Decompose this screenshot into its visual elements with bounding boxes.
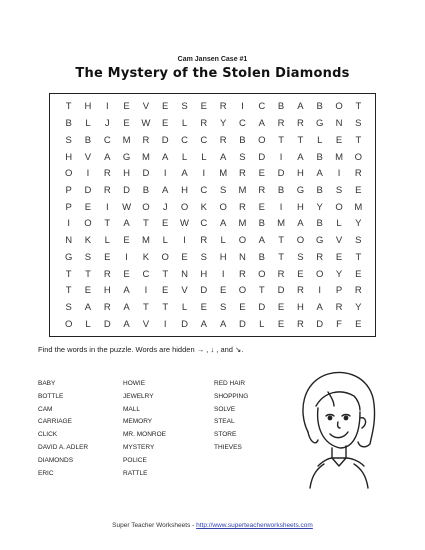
grid-letter: A xyxy=(297,101,304,113)
letter-grid xyxy=(50,94,375,336)
word-item: CLICK xyxy=(38,431,58,439)
grid-letter: L xyxy=(85,318,91,330)
grid-letter: E xyxy=(277,301,285,313)
grid-letter: F xyxy=(336,318,342,330)
grid-letter: D xyxy=(277,168,285,180)
grid-letter: H xyxy=(65,151,73,163)
grid-letter: N xyxy=(181,268,188,280)
footer-separator: - xyxy=(192,522,195,529)
grid-letter: A xyxy=(316,168,323,180)
grid-letter: C xyxy=(200,218,208,230)
grid-letter: N xyxy=(335,118,343,130)
word-search-grid xyxy=(49,93,376,337)
grid-letter: H xyxy=(123,168,131,180)
grid-letter: E xyxy=(258,201,265,213)
grid-letter: I xyxy=(241,101,244,113)
grid-letter: Y xyxy=(335,268,343,280)
grid-letter: R xyxy=(296,285,304,297)
grid-letter: E xyxy=(84,201,92,213)
word-item: BOTTLE xyxy=(38,392,64,400)
grid-letter: I xyxy=(337,168,341,180)
word-item: CARRIAGE xyxy=(38,418,72,426)
grid-letter: R xyxy=(354,168,362,180)
grid-letter: O xyxy=(161,251,169,263)
instructions-text: Find the words in the puzzle. Words are hidden → , ↓ , and ↘. xyxy=(38,345,244,354)
grid-letter: S xyxy=(355,118,362,130)
grid-letter: E xyxy=(181,251,188,263)
grid-letter: A xyxy=(123,301,130,313)
grid-letter: L xyxy=(220,235,226,247)
case-subtitle: Cam Jansen Case #1 xyxy=(177,56,248,63)
word-item: STORE xyxy=(214,431,237,439)
grid-letter: D xyxy=(239,318,246,330)
grid-letter: E xyxy=(123,101,130,113)
word-item: JEWELRY xyxy=(123,392,154,400)
grid-letter: R xyxy=(258,184,266,196)
grid-letter: O xyxy=(238,285,247,297)
grid-letter: R xyxy=(219,101,227,113)
grid-letter: R xyxy=(200,118,208,130)
grid-letter: G xyxy=(122,151,131,163)
grid-letter: A xyxy=(316,301,323,313)
grid-letter: S xyxy=(239,151,246,163)
nose xyxy=(338,422,340,428)
grid-letter: M xyxy=(238,184,247,196)
grid-letter: A xyxy=(258,235,265,247)
grid-letter: T xyxy=(278,134,284,146)
collar xyxy=(318,458,364,466)
word-item: RATTLE xyxy=(123,469,148,477)
grid-letter: O xyxy=(64,318,73,330)
grid-letter: M xyxy=(219,168,228,180)
grid-letter: E xyxy=(84,285,92,297)
grid-letter: H xyxy=(181,184,188,196)
grid-letter: C xyxy=(200,134,208,146)
grid-letter: T xyxy=(355,134,362,146)
grid-letter: V xyxy=(335,235,343,247)
grid-letter: C xyxy=(181,134,188,146)
grid-letter: M xyxy=(354,201,363,213)
grid-letter: S xyxy=(335,184,343,196)
grid-letter: G xyxy=(316,235,324,247)
grid-letter: D xyxy=(84,184,92,196)
grid-letter: L xyxy=(181,301,188,313)
footer xyxy=(0,522,425,529)
grid-letter: Y xyxy=(355,218,362,230)
grid-letter: E xyxy=(335,251,343,263)
grid-letter: R xyxy=(335,301,343,313)
grid-letter: A xyxy=(162,184,169,196)
grid-letter: H xyxy=(296,201,304,213)
grid-letter: E xyxy=(355,184,362,196)
grid-letter: A xyxy=(219,218,227,230)
grid-letter: S xyxy=(65,134,72,146)
word-item: DIAMONDS xyxy=(38,456,74,464)
grid-letter: R xyxy=(239,168,246,180)
grid-letter: I xyxy=(86,168,90,180)
grid-letter: M xyxy=(141,151,150,163)
grid-letter: R xyxy=(142,134,150,146)
grid-letter: E xyxy=(162,101,169,113)
grid-letter: S xyxy=(84,251,92,263)
grid-letter: O xyxy=(238,235,247,247)
grid-letter: L xyxy=(85,118,91,130)
grid-letter: D xyxy=(277,285,285,297)
grid-letter: H xyxy=(296,168,304,180)
grid-letter: L xyxy=(259,318,265,330)
grid-letter: I xyxy=(125,251,128,263)
grid-letter: P xyxy=(65,184,72,196)
grid-letter: W xyxy=(180,218,190,230)
grid-letter: O xyxy=(335,101,343,113)
grid-letter: K xyxy=(142,251,150,263)
grid-letter: T xyxy=(65,285,72,297)
word-item: SOLVE xyxy=(214,405,236,413)
grid-letter: O xyxy=(258,268,266,280)
grid-letter: A xyxy=(200,318,208,330)
grid-letter: G xyxy=(64,251,73,263)
grid-letter: C xyxy=(200,184,208,196)
grid-letter: S xyxy=(297,251,304,263)
grid-letter: H xyxy=(84,101,92,113)
word-item: BABY xyxy=(38,380,56,387)
grid-letter: D xyxy=(258,151,266,163)
grid-letter: L xyxy=(181,151,188,163)
grid-letter: P xyxy=(335,285,343,297)
grid-letter: D xyxy=(123,184,131,196)
grid-letter: E xyxy=(162,285,169,297)
grid-letter: W xyxy=(141,118,151,130)
grid-letter: B xyxy=(258,218,265,230)
grid-letter: R xyxy=(277,118,285,130)
grid-letter: M xyxy=(238,218,247,230)
grid-letter: R xyxy=(316,251,324,263)
grid-letter: S xyxy=(65,301,72,313)
grid-letter: O xyxy=(219,201,227,213)
grid-letter: N xyxy=(239,251,246,263)
grid-letter: V xyxy=(84,151,92,163)
grid-letter: O xyxy=(84,218,92,230)
grid-letter: E xyxy=(200,301,208,313)
grid-letter: T xyxy=(143,218,149,230)
grid-letter: A xyxy=(181,168,188,180)
grid-letter: T xyxy=(278,251,284,263)
smile xyxy=(330,432,348,438)
grid-letter: Y xyxy=(219,118,227,130)
grid-letter: E xyxy=(355,318,362,330)
grid-letter: T xyxy=(355,101,362,113)
grid-letter: M xyxy=(141,235,150,247)
grid-letter: W xyxy=(122,201,132,213)
grid-letter: S xyxy=(181,101,188,113)
grid-letter: A xyxy=(162,151,169,163)
grid-letter: E xyxy=(297,268,304,280)
word-item: RED HAIR xyxy=(214,380,246,387)
shoulders xyxy=(310,464,368,488)
word-item: SHOPPING xyxy=(214,392,249,400)
grid-letter: T xyxy=(258,285,265,297)
grid-letter: R xyxy=(277,268,285,280)
grid-letter: D xyxy=(200,285,208,297)
grid-letter: D xyxy=(316,318,324,330)
grid-letter: M xyxy=(277,218,286,230)
grid-letter: I xyxy=(183,235,186,247)
word-item: DAVID A. ADLER xyxy=(38,443,89,451)
word-item: CAM xyxy=(38,405,53,413)
grid-letter: J xyxy=(162,201,168,213)
left-pupil xyxy=(328,416,333,421)
grid-letter: L xyxy=(317,134,323,146)
grid-letter: S xyxy=(219,184,227,196)
hair-left-tip xyxy=(308,432,318,443)
grid-letter: D xyxy=(258,301,266,313)
grid-letter: T xyxy=(297,134,304,146)
grid-letter: H xyxy=(219,251,227,263)
grid-letter: M xyxy=(335,151,343,163)
grid-letter: G xyxy=(296,184,305,196)
grid-letter: D xyxy=(181,318,188,330)
grid-letter: O xyxy=(142,201,150,213)
grid-letter: V xyxy=(181,285,188,297)
grid-letter: I xyxy=(67,218,70,230)
grid-letter: T xyxy=(65,101,72,113)
grid-letter: S xyxy=(219,301,227,313)
grid-letter: C xyxy=(239,118,246,130)
grid-letter: T xyxy=(162,268,169,280)
page-title: The Mystery of the Stolen Diamonds xyxy=(75,66,350,81)
word-item: POLICE xyxy=(123,456,147,464)
word-item: MEMORY xyxy=(123,418,153,426)
grid-letter: E xyxy=(123,268,130,280)
grid-letter: R xyxy=(239,268,246,280)
grid-letter: I xyxy=(105,201,109,213)
girl-portrait-illustration xyxy=(288,362,384,490)
collar-v xyxy=(332,458,346,466)
grid-letter: L xyxy=(162,235,168,247)
grid-letter: E xyxy=(123,118,130,130)
ear xyxy=(360,418,366,428)
grid-letter: R xyxy=(354,285,362,297)
grid-letter: T xyxy=(143,301,149,313)
grid-letter: I xyxy=(318,285,322,297)
word-item: MALL xyxy=(123,405,140,413)
grid-letter: D xyxy=(142,168,150,180)
word-item: MR. MONROE xyxy=(123,431,166,439)
grid-letter: B xyxy=(316,218,323,230)
grid-letter: T xyxy=(85,268,91,280)
grid-letter: C xyxy=(103,134,111,146)
grid-letter: R xyxy=(103,168,111,180)
grid-letter: A xyxy=(297,151,304,163)
grid-letter: A xyxy=(104,151,111,163)
grid-letter: T xyxy=(162,301,169,313)
hair-bangs xyxy=(316,392,360,410)
word-list-column-1 xyxy=(38,378,88,480)
grid-letter: R xyxy=(103,301,111,313)
grid-letter: E xyxy=(104,251,111,263)
grid-letter: M xyxy=(122,134,131,146)
grid-letter: E xyxy=(335,134,343,146)
grid-letter: B xyxy=(316,101,323,113)
grid-letter: O xyxy=(354,151,363,163)
grid-letter: I xyxy=(144,285,148,297)
grid-letter: O xyxy=(258,134,266,146)
right-pupil xyxy=(344,416,349,421)
word-item: STEAL xyxy=(214,418,235,426)
grid-letter: B xyxy=(258,251,265,263)
grid-letter: Y xyxy=(316,201,323,213)
grid-letter: R xyxy=(219,134,227,146)
grid-letter: I xyxy=(279,201,283,213)
grid-letter: B xyxy=(84,134,92,146)
grid-letter: E xyxy=(162,218,169,230)
grid-letter: O xyxy=(180,201,189,213)
grid-letter: O xyxy=(64,168,73,180)
grid-letter: B xyxy=(277,184,285,196)
grid-letter: A xyxy=(219,151,227,163)
grid-letter: E xyxy=(239,301,246,313)
grid-letter: P xyxy=(65,201,72,213)
grid-letter: G xyxy=(316,118,324,130)
word-item: THIEVES xyxy=(214,443,242,451)
grid-letter: A xyxy=(297,218,304,230)
grid-letter: B xyxy=(65,118,72,130)
grid-letter: E xyxy=(200,101,208,113)
grid-letter: R xyxy=(103,268,111,280)
grid-letter: R xyxy=(239,201,246,213)
grid-letter: I xyxy=(163,168,167,180)
grid-letter: A xyxy=(258,118,265,130)
grid-letter: H xyxy=(296,301,304,313)
grid-letter: K xyxy=(84,235,92,247)
grid-letter: D xyxy=(161,134,169,146)
grid-letter: K xyxy=(200,201,208,213)
grid-letter: T xyxy=(65,268,72,280)
grid-letter: S xyxy=(355,235,362,247)
grid-letter: E xyxy=(219,285,227,297)
grid-letter: V xyxy=(142,101,150,113)
grid-letter: C xyxy=(142,268,150,280)
grid-letter: L xyxy=(181,118,188,130)
grid-letter: I xyxy=(105,101,109,113)
grid-letter: H xyxy=(103,285,111,297)
grid-letter: Y xyxy=(355,301,362,313)
grid-letter: A xyxy=(219,318,227,330)
grid-letter: T xyxy=(278,235,284,247)
word-list-column-3 xyxy=(214,378,248,455)
word-item: MYSTERY xyxy=(123,443,155,451)
footer-site-name: Super Teacher Worksheets xyxy=(112,522,191,529)
grid-letter: J xyxy=(104,118,110,130)
grid-letter: R xyxy=(296,118,304,130)
word-item: ERIC xyxy=(38,469,54,477)
grid-letter: C xyxy=(258,101,266,113)
grid-letter: I xyxy=(202,168,206,180)
grid-letter: E xyxy=(277,318,285,330)
grid-letter: T xyxy=(104,218,111,230)
grid-letter: R xyxy=(200,235,208,247)
grid-letter: A xyxy=(84,301,92,313)
grid-letter: O xyxy=(335,201,343,213)
grid-letter: E xyxy=(162,118,169,130)
grid-letter: O xyxy=(296,235,305,247)
grid-letter: B xyxy=(239,134,246,146)
grid-letter: L xyxy=(104,235,110,247)
grid-letter: E xyxy=(123,235,130,247)
hair-outline xyxy=(303,372,375,446)
grid-letter: R xyxy=(296,318,304,330)
grid-letter: A xyxy=(123,218,130,230)
grid-letter: B xyxy=(316,184,323,196)
grid-letter: N xyxy=(65,235,73,247)
word-list xyxy=(38,378,288,488)
grid-letter: E xyxy=(258,168,265,180)
grid-letter: S xyxy=(200,251,208,263)
word-list-column-2 xyxy=(123,378,166,480)
grid-letter: L xyxy=(336,218,342,230)
grid-letter: H xyxy=(200,268,208,280)
grid-letter: D xyxy=(103,318,111,330)
footer-url-link[interactable]: http://www.superteacherworksheets.com xyxy=(196,522,313,529)
word-item: HOWIE xyxy=(123,380,146,387)
grid-letter: A xyxy=(123,285,130,297)
hair-strand xyxy=(328,392,334,406)
grid-letter: E xyxy=(355,268,362,280)
grid-letter: T xyxy=(355,251,362,263)
grid-letter: A xyxy=(123,318,130,330)
grid-letter: I xyxy=(221,268,225,280)
grid-letter: I xyxy=(163,318,167,330)
grid-letter: O xyxy=(316,268,324,280)
grid-letter: I xyxy=(279,151,283,163)
grid-letter: R xyxy=(103,184,111,196)
grid-letter: V xyxy=(142,318,150,330)
grid-letter: B xyxy=(316,151,323,163)
grid-letter: B xyxy=(277,101,285,113)
grid-letter: L xyxy=(201,151,207,163)
grid-letter: B xyxy=(142,184,150,196)
